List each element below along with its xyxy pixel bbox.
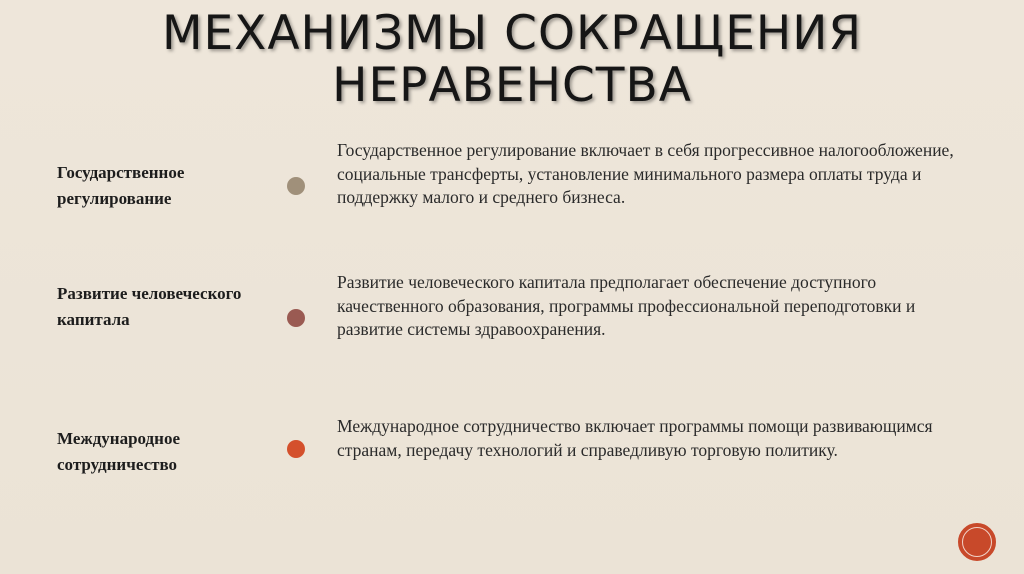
mechanism-description: Государственное регулирование включает в себя прогрессивное налогообложение, социальные трансферты, установление минимального размера оплаты труда и поддержку малого и среднего бизнеса.: [337, 140, 954, 207]
mechanism-label: Развитие человеческого капитала: [57, 284, 242, 329]
mechanism-description: Международное сотрудничество включает программы помощи развивающимся странам, передачу технологий и справедливую торговую политику.: [337, 416, 933, 460]
bullet-dot-icon: [287, 309, 305, 327]
slide-title: [0, 8, 1024, 112]
mechanism-label: Государственное регулирование: [57, 163, 185, 208]
navigation-circle-button[interactable]: [958, 523, 996, 561]
bullet-dot-icon: [287, 440, 305, 458]
mechanism-label: Международное сотрудничество: [57, 429, 180, 474]
title-line-2: НЕРАВЕНСТВА: [332, 58, 692, 113]
bullet-dot-icon: [287, 177, 305, 195]
title-line-1: МЕХАНИЗМЫ СОКРАЩЕНИЯ: [161, 6, 863, 61]
mechanism-description: Развитие человеческого капитала предполагает обеспечение доступного качественного образования, программы профессиональной переподготовки и развитие системы здравоохранения.: [337, 272, 916, 339]
